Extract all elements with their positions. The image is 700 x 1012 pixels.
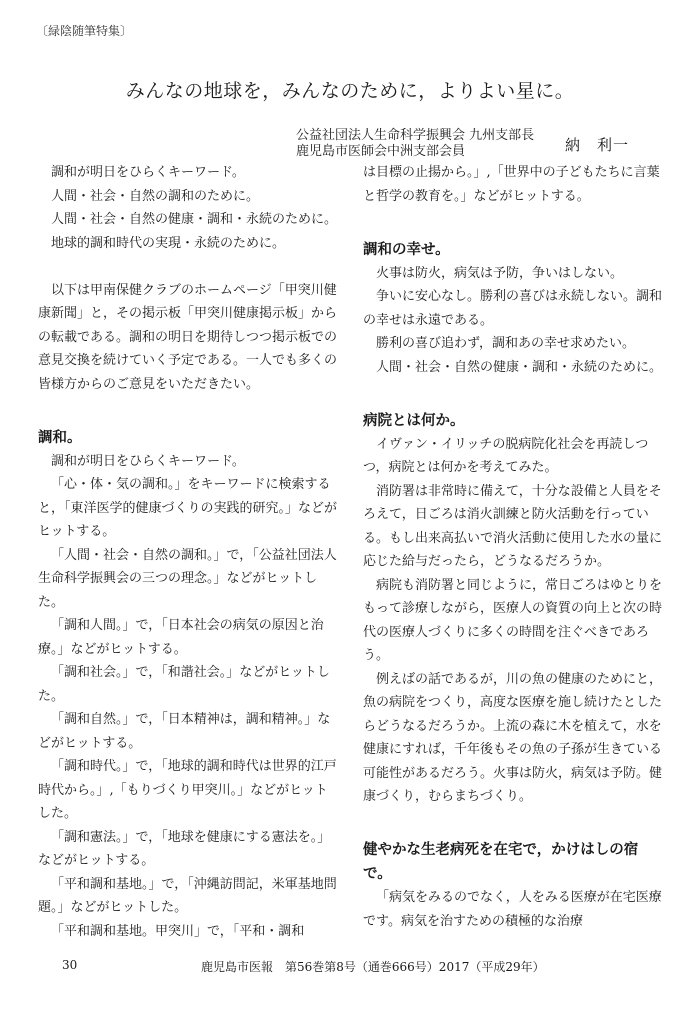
section-heading: 調和。 <box>38 429 82 446</box>
section-heading: 調和の幸せ。 <box>363 241 450 258</box>
intro-line: 調和が明日をひらくキーワード。 <box>51 165 245 180</box>
paragraph: 「調和憲法。」で，「地球を健康にする憲法を。」などがヒットする。 <box>38 829 331 868</box>
paragraph: 調和が明日をひらくキーワード。 <box>51 453 245 469</box>
section-heading: 健やかな生老病死を在宅で，かけはしの宿で。 <box>363 842 639 882</box>
paragraph: 「人間・社会・自然の調和。」で，「公益社団法人生命科学振興会の三つの理念。」などがヒットした。 <box>38 547 337 610</box>
affiliation-line-1: 公益社団法人生命科学振興会 九州支部長 <box>296 128 535 143</box>
paragraph: 「調和自然。」で，「日本精神は，調和精神。」などがヒットする。 <box>38 712 331 751</box>
paragraph: イヴァン・イリッチの脱病院化社会を再読しつつ，病院とは何かを考えてみた。 <box>363 436 649 475</box>
affiliation-line-2: 鹿児島市医師会中洲支部会員 <box>296 144 466 159</box>
section-tag: 〔緑陰随筆特集〕 <box>36 24 133 38</box>
paragraph: 争いに安心なし。勝利の喜びは永続しない。調和の幸せは永遠である。 <box>363 289 663 328</box>
intro-line: 地球的調和時代の実現・永続のために。 <box>51 235 286 251</box>
paragraph: 「平和調和基地。甲突川」で，「平和・調和 <box>51 923 305 939</box>
paragraph: 勝利の喜び追わず，調和あの幸せ求めたい。 <box>376 336 635 351</box>
continuation-paragraph: は目標の止揚から。」,「世界中の子どもたちに言葉と哲学の教育を。」などがヒットする。 <box>363 165 660 204</box>
paragraph: 例えばの話であるが，川の魚の健康のためにと，魚の病院をつくり，高度な医療を施し続けたとしたらどうなるだろうか。上流の森に木を植えて，水を健康にすれば，千年後もその魚の子孫が生きている可能性があるだろう。火事は防火，病気は予防。健康づくり，むらまちづくり。 <box>363 671 663 804</box>
paragraph: 人間・社会・自然の健康・調和・永続のために。 <box>376 359 663 375</box>
paragraph: 消防署は非常時に備えて，十分な設備と人員をそろえて，日ごろは消火訓練と防火活動を行っている。もし出来高払いで消火活動に使用した水の量に応じた給与だったら，どうなるだろうか。 <box>363 483 663 569</box>
paragraph: 病院も消防署と同じように，常日ごろはゆとりをもって診療しながら，医療人の資質の向上と次の時代の医療人づくりに多くの時間を注ぐべきであろう。 <box>363 577 663 663</box>
paragraph: 「病気をみるのでなく，人をみる医療が在宅医療です。病気を治すための積極的な治療 <box>363 890 662 929</box>
right-column <box>363 161 663 933</box>
intro-line: 人間・社会・自然の健康・調和・永続のために。 <box>51 212 338 227</box>
author-affiliation <box>296 128 534 160</box>
paragraph: 「平和調和基地。」で，「沖縄訪問記，米軍基地問題。」などがヒットした。 <box>38 876 337 915</box>
journal-citation: 鹿児島市医報 第56巻第8号（通巻666号）2017（平成29年） <box>201 960 545 974</box>
paragraph: 「調和社会。」で，「和諧社会。」などがヒットした。 <box>38 665 330 704</box>
section-heading: 病院とは何か。 <box>363 412 465 429</box>
paragraph: 火事は防火，病気は予防，争いはしない。 <box>376 265 624 281</box>
page-number: 30 <box>62 958 78 972</box>
left-column <box>38 161 338 943</box>
article-title: みんなの地球を，みんなのために，よりよい星に。 <box>125 80 575 102</box>
intro-paragraph: 以下は甲南保健クラブのホームページ「甲突川健康新聞」と，その掲示板「甲突川健康掲示板」からの転載である。調和の明日を期待しつつ掲示板での意見交換を続けていく予定である。一人でも多くの皆様方からのご意見をいただきたい。 <box>38 282 338 392</box>
paragraph: 「調和時代。」で，「地球的調和時代は世界的江戸時代から。」,「もりづくり甲突川。」などがヒットした。 <box>38 759 337 821</box>
author-name: 納 利一 <box>565 136 630 154</box>
intro-line: 人間・社会・自然の調和のために。 <box>51 188 260 204</box>
paragraph: 「調和人間。」で，「日本社会の病気の原因と治療。」などがヒットする。 <box>38 618 324 657</box>
paragraph: 「心・体・気の調和。」をキーワードに検索すると，「東洋医学的健康づくりの実践的研究。」などがヒットする。 <box>38 477 338 539</box>
